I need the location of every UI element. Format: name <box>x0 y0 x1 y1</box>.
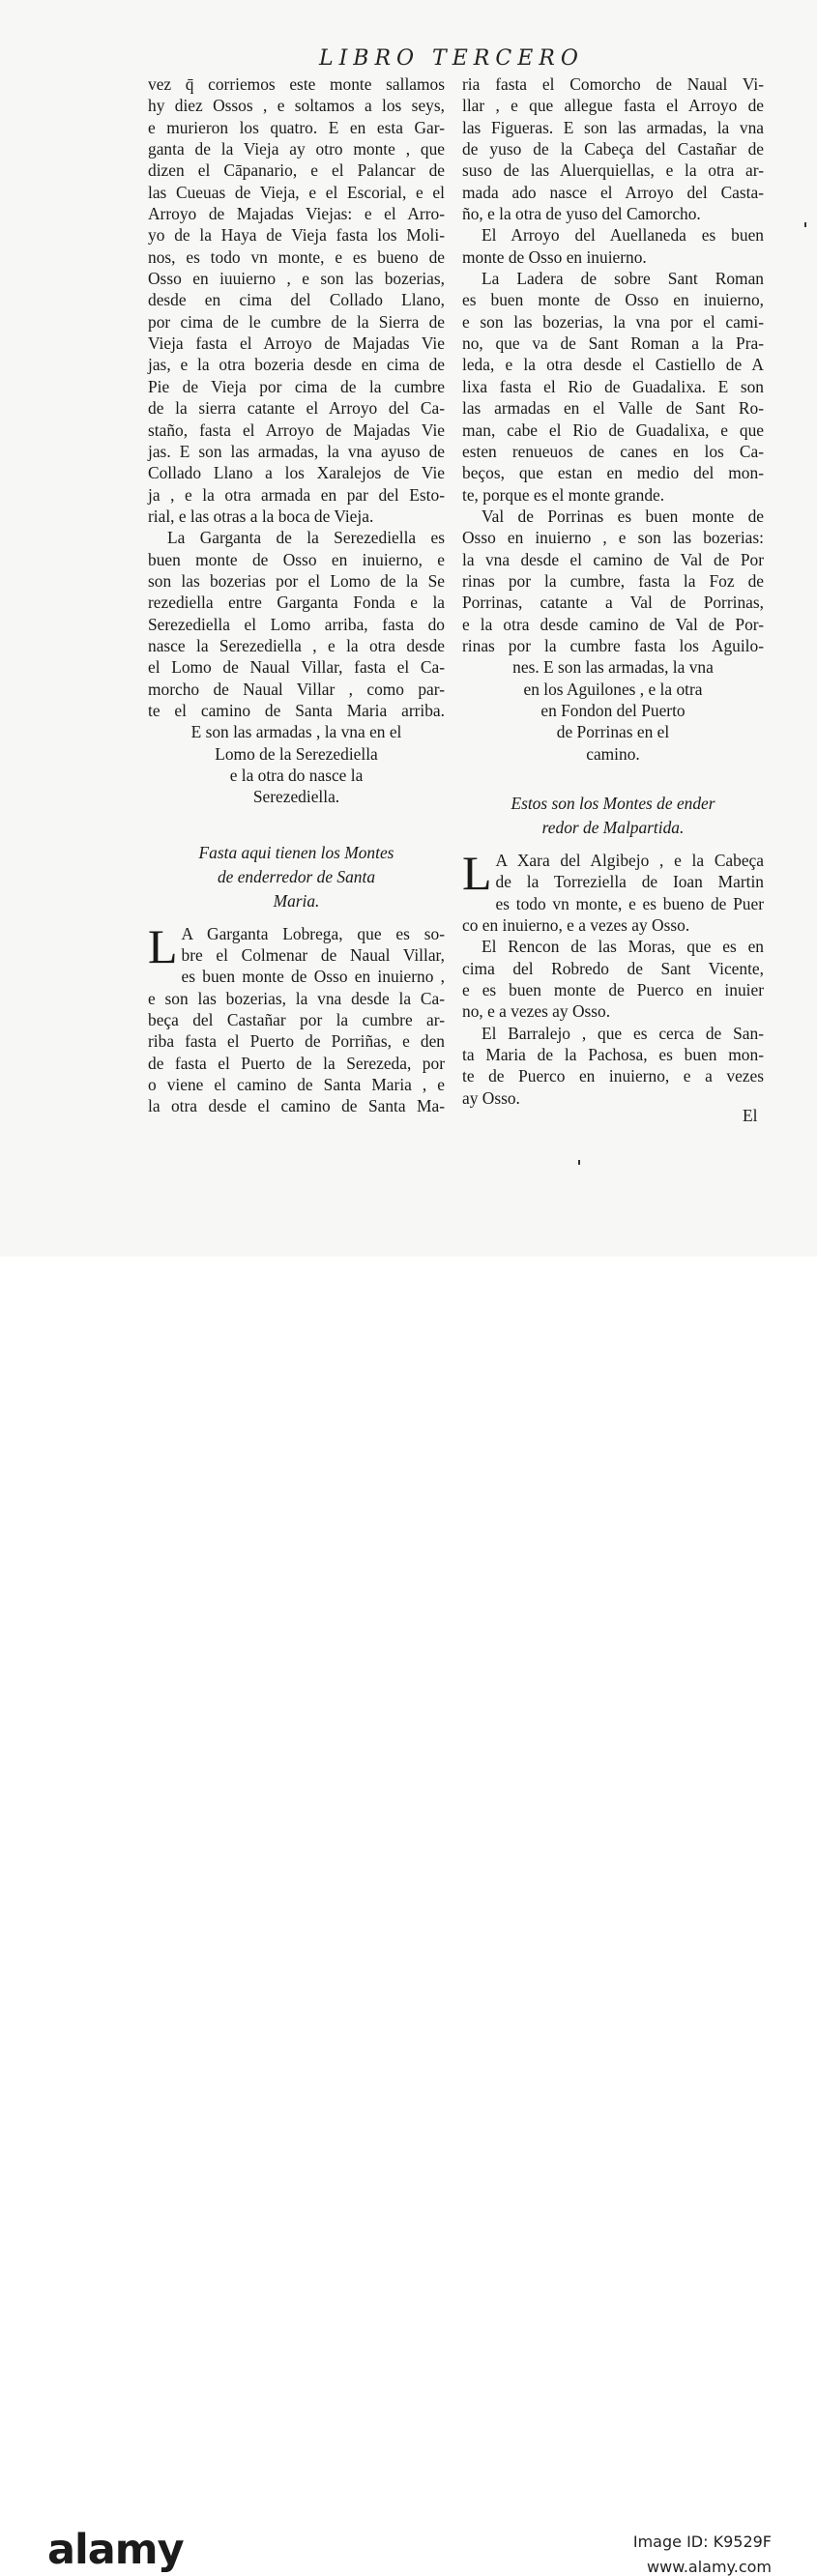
margin-speck <box>804 222 806 227</box>
text-line: vez q̄ corriemos este monte sallamos <box>148 74 445 94</box>
left-paragraph-2-tail <box>148 721 445 807</box>
text-line: ño, e la otra de yuso del Camorcho. <box>462 204 701 224</box>
text-line: jas, e la otra bozeria desde en cima de <box>148 355 445 375</box>
text-line: nos, es todo vn monte, e es bueno de <box>148 246 445 267</box>
right-paragraph-4 <box>462 506 764 656</box>
text-line: ay Osso. <box>462 1087 520 1108</box>
text-line: dizen el Cāpanario, e el Palancar de <box>148 160 445 181</box>
text-line: es todo vn monte, e es bueno de Puer <box>495 893 764 913</box>
text-line: e la otra desde camino de Val de Por- <box>462 614 764 634</box>
text-line: buen monte de Osso en inuierno, e <box>148 549 445 569</box>
text-line: de la sierra catante el Arroyo del Ca- <box>148 398 445 419</box>
text-line: man, cabe el Rio de Guadalixa, e que <box>462 420 764 440</box>
text-line: no, que va de Sant Roman a la Pra- <box>462 333 764 354</box>
text-line: La Ladera de sobre Sant Roman <box>481 269 764 289</box>
section-heading-malpartida <box>462 792 764 840</box>
text-line: te de Puerco en inuierno, e a vezes <box>462 1066 764 1086</box>
text-line: suso de las Aluerquiellas, e la otra ar- <box>462 160 764 181</box>
text-line: e la otra do nasce la <box>229 766 364 785</box>
text-line: son las bozerias por el Lomo de la Se <box>148 570 445 591</box>
text-line: esten renueuos de canes en los Ca- <box>462 441 764 461</box>
text-line: Maria. <box>273 890 320 911</box>
book-page <box>0 0 817 1257</box>
text-line: por cima de le cumbre de la Sierra de <box>148 311 445 332</box>
text-line: beça del Castañar por la cumbre ar- <box>148 1010 445 1030</box>
text-line: nasce la Serezediella , e la otra desde <box>148 635 445 655</box>
text-line: Porrinas, catante a Val de Porrinas, <box>462 593 764 613</box>
left-paragraph-2 <box>148 527 445 721</box>
text-line: cima del Robredo de Sant Vicente, <box>462 958 764 978</box>
left-paragraph-3-lines <box>148 918 445 1117</box>
image-id-label: Image ID: K9529F <box>632 2533 772 2551</box>
text-line: camino. <box>586 743 640 764</box>
text-line: El Barralejo , que es cerca de San- <box>481 1023 764 1043</box>
text-line: ganta de la Vieja ay otro monte , que <box>148 139 445 159</box>
watermark-bar <box>0 1257 817 2576</box>
text-line: las Cueuas de Vieja, e el Escorial, e el <box>148 182 445 202</box>
margin-speck <box>578 1160 580 1165</box>
text-line: monte de Osso en inuierno. <box>462 246 647 267</box>
text-line: El Arroyo del Auellaneda es buen <box>481 225 764 246</box>
right-paragraph-5-lines <box>462 846 764 936</box>
text-line: es buen monte de Osso en inuierno , <box>181 967 445 987</box>
text-line: la otra desde el camino de Santa Ma- <box>148 1096 445 1116</box>
right-paragraph-6 <box>462 936 764 1022</box>
right-paragraph-7 <box>462 1023 764 1109</box>
text-line: te el camino de Santa Maria arriba. <box>148 700 445 720</box>
text-line: Vieja fasta el Arroyo de Majadas Vie <box>148 333 445 354</box>
text-line: morcho de Naual Villar , como par- <box>148 679 445 699</box>
text-line: de yuso de la Cabeça del Castañar de <box>462 139 764 159</box>
text-line: co en inuierno, e a vezes ay Osso. <box>462 915 690 936</box>
text-line: Estos son los Montes de ender <box>511 794 715 813</box>
text-line: e son las bozerias, la vna por el cami- <box>462 311 764 332</box>
text-line: de enderredor de Santa <box>217 866 376 886</box>
text-line: ja , e la otra armada en par del Esto- <box>148 484 445 505</box>
text-line: de la Torreziella de Ioan Martin <box>495 872 764 892</box>
text-line: las armadas en el Valle de Sant Ro- <box>462 398 764 419</box>
text-line: Osso en iuuierno , e son las bozerias, <box>148 269 445 289</box>
right-paragraph-4-tail <box>462 656 764 765</box>
text-line: Arroyo de Majadas Viejas: e el Arro- <box>148 204 445 224</box>
catchword: El <box>743 1106 758 1125</box>
text-line: ta Maria de la Pachosa, es buen mon- <box>462 1045 764 1065</box>
text-line: staño, fasta el Arroyo de Majadas Vie <box>148 420 445 440</box>
text-line: hy diez Ossos , e soltamos a los seys, <box>148 96 445 116</box>
text-line: Serezediella. <box>252 787 340 807</box>
text-line: jas. E son las armadas, la vna ayuso de <box>148 441 445 461</box>
text-line: A Xara del Algibejo , e la Cabeça <box>495 851 764 870</box>
text-line: leda, e la otra desde el Castiello de A <box>462 355 764 375</box>
text-line: Val de Porrinas es buen monte de <box>481 506 764 526</box>
text-line: Collado Llano a los Xaralejos de Vie <box>148 463 445 483</box>
site-url[interactable]: www.alamy.com <box>647 2558 772 2576</box>
text-line: Serezediella el Lomo arriba, fasta do <box>148 614 445 634</box>
drop-cap-initial: L <box>148 918 178 973</box>
section-heading-santa-maria <box>148 841 445 913</box>
left-paragraph-3 <box>148 918 445 1117</box>
text-line: Fasta aqui tienen los Montes <box>198 842 394 862</box>
text-line: e murieron los quatro. E en esta Gar- <box>148 117 445 137</box>
text-line: Osso en inuierno , e son las bozerias: <box>462 528 764 548</box>
left-paragraph-1 <box>148 73 445 527</box>
right-paragraph-3 <box>462 268 764 506</box>
text-line: nes. E son las armadas, la vna <box>512 657 714 678</box>
right-paragraph-2 <box>462 224 764 268</box>
text-line: el Lomo de Naual Villar, fasta el Ca- <box>148 657 445 678</box>
text-line: rinas por la cumbre, fasta la Foz de <box>462 570 764 591</box>
text-line: El Rencon de las Moras, que es en <box>481 937 764 957</box>
text-line: rinas por la cumbre fasta los Aguilo- <box>462 635 764 655</box>
text-line: de fasta el Puerto de la Serezeda, por <box>148 1053 445 1073</box>
text-line: e es buen monte de Puerco en inuier <box>462 980 764 1000</box>
text-line: es buen monte de Osso en inuierno, <box>462 290 764 310</box>
text-line: mada ado nasce el Arroyo del Casta- <box>462 182 764 202</box>
text-line: llar , e que allegue fasta el Arroyo de <box>462 96 764 116</box>
text-line: riba fasta el Puerto de Porriñas, e den <box>148 1031 445 1052</box>
text-line: rial, e las otras a la boca de Vieja. <box>148 506 374 526</box>
text-line: La Garganta de la Serezediella es <box>167 528 445 548</box>
text-line: las Figueras. E son las armadas, la vna <box>462 117 764 137</box>
text-line: beços, que estan en medio del mon- <box>462 463 764 483</box>
left-column <box>148 73 445 1117</box>
alamy-logo: alamy <box>47 2526 184 2574</box>
text-line: desde en cima del Collado Llano, <box>148 290 445 310</box>
text-line: E son las armadas , la vna en el <box>190 722 402 742</box>
running-header: LIBRO TERCERO <box>319 46 584 71</box>
text-line: en Fondon del Puerto <box>540 700 686 720</box>
text-line: ria fasta el Comorcho de Naual Vi- <box>462 74 764 94</box>
right-column <box>462 73 764 1109</box>
text-line: e son las bozerias, la vna desde la Ca- <box>148 988 445 1008</box>
text-line: bre el Colmenar de Naual Villar, <box>181 945 445 966</box>
text-line: Lomo de la Serezediella <box>215 743 378 764</box>
text-line: o viene el camino de Santa Maria , e <box>148 1075 445 1095</box>
text-line: en los Aguilones , e la otra <box>523 679 703 699</box>
text-line: redor de Malpartida. <box>541 818 685 837</box>
text-line: yo de la Haya de Vieja fasta los Moli- <box>148 225 445 246</box>
right-paragraph-5 <box>462 846 764 936</box>
text-line: no, e a vezes ay Osso. <box>462 1001 611 1022</box>
text-line: Pie de Vieja por cima de la cumbre <box>148 376 445 396</box>
text-line: de Porrinas en el <box>556 722 670 742</box>
text-line: la vna desde el camino de Val de Por <box>462 549 764 569</box>
text-line: te, porque es el monte grande. <box>462 484 665 505</box>
drop-cap-initial: L <box>462 846 492 900</box>
text-line: rezediella entre Garganta Fonda e la <box>148 593 445 613</box>
right-paragraph-1 <box>462 73 764 224</box>
text-line: lixa fasta el Rio de Guadalixa. E son <box>462 376 764 396</box>
text-line: A Garganta Lobrega, que es so- <box>181 923 445 943</box>
